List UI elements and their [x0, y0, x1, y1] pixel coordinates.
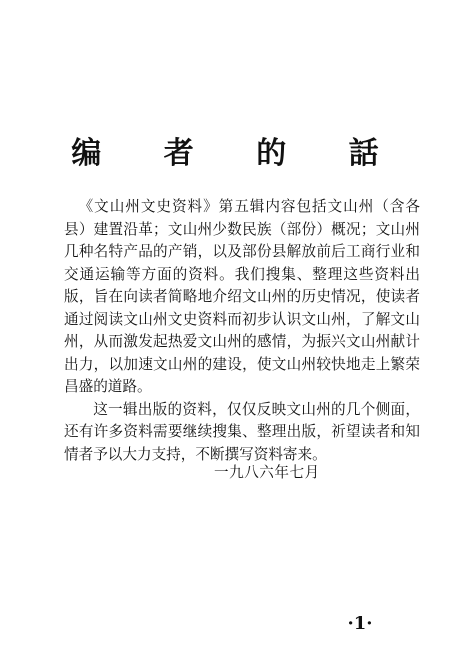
paragraph-2: 这一辑出版的资料，仅仅反映文山州的几个侧面，还有许多资料需要继续搜集、整理出版，祈望读者和知情者予以大力支持，不断撰写资料寄来。 — [64, 400, 420, 463]
paragraph-1: 《文山州文史资料》第五辑内容包括文山州（含各县）建置沿革；文山州少数民族（部份）概况；文山州几种名特产品的产销，以及部份县解放前后工商行业和交通运输等方面的资料。我们搜集、整理这些资料出版，旨在向读者简略地介绍文山州的历史情况，使读者通过阅读文山州文史资料而初步认识文山州，了解文山州，从而激发起热爱文山州的感情，为振兴文山州献计出力，以加速文山州的建设，使文山州较快地走上繁荣昌盛的道路。 — [64, 198, 420, 395]
page-title: 编 者 的 話 — [71, 136, 405, 171]
page-number: ·1· — [347, 613, 373, 634]
editor-note-body — [64, 196, 420, 466]
publication-date: 一九八六年七月 — [214, 464, 320, 481]
